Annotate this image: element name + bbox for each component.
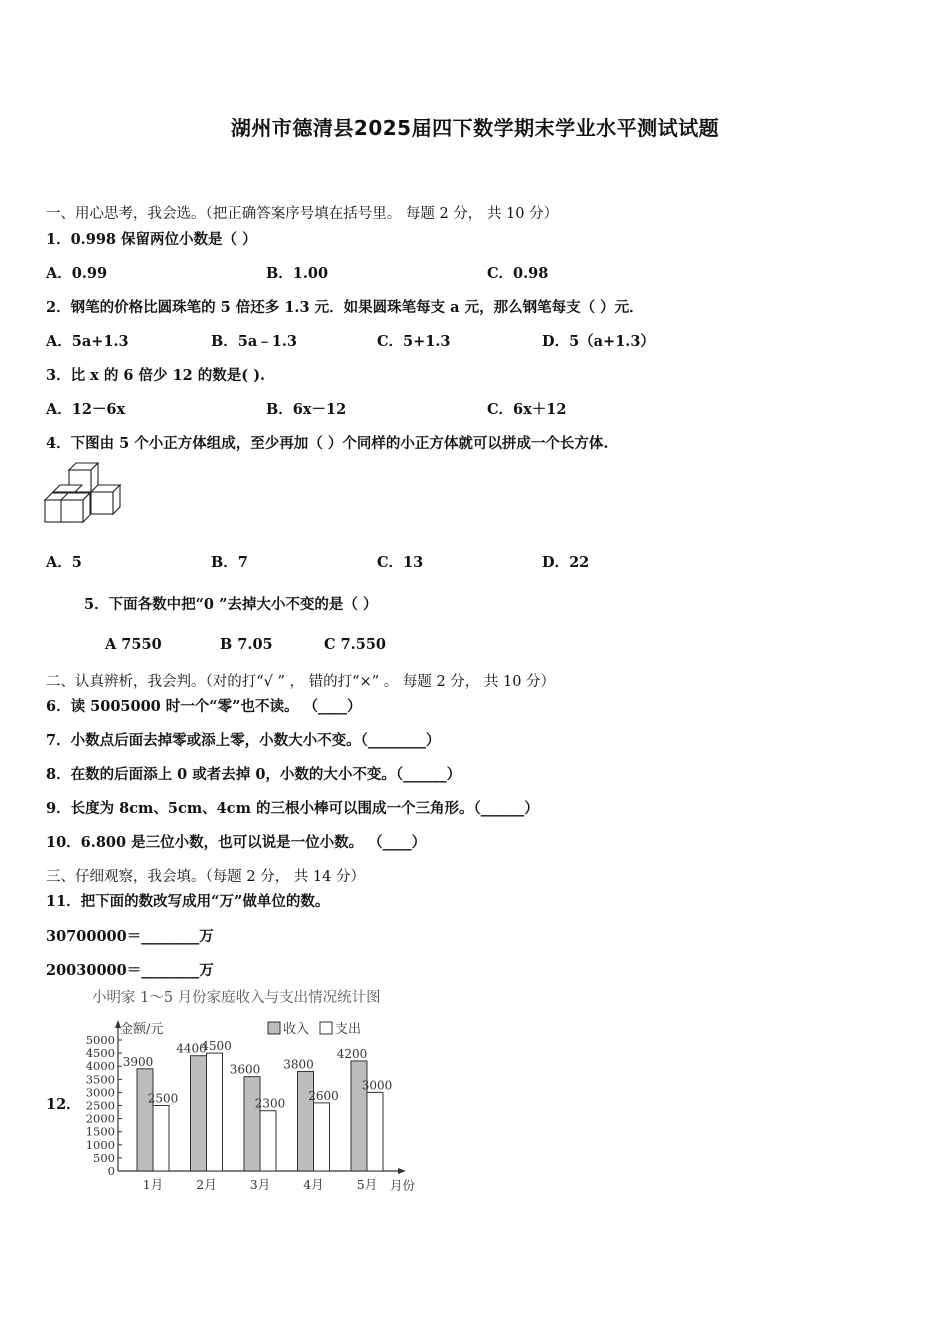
bar-value-label: 3900 bbox=[122, 1054, 154, 1069]
legend-label: 收入 bbox=[283, 1022, 310, 1037]
q5-option-c: C 7.550 bbox=[324, 636, 386, 653]
bar-value-label: 3000 bbox=[361, 1078, 393, 1093]
q4-option-c: C．13 bbox=[377, 554, 424, 571]
bar-支出 bbox=[153, 1106, 169, 1172]
section3-heading: 三、仔细观察，我会填。（每题 2 分， 共 14 分） bbox=[46, 869, 365, 885]
bar-支出 bbox=[207, 1053, 223, 1171]
q11-blank-b: 20030000＝________万 bbox=[46, 962, 214, 979]
legend-label: 支出 bbox=[335, 1022, 362, 1037]
x-tick-label: 5月 bbox=[356, 1177, 378, 1192]
bar-value-label: 3800 bbox=[283, 1057, 314, 1072]
q2-option-d: D．5（a+1.3） bbox=[542, 333, 655, 350]
q3-option-b: B．6x－12 bbox=[266, 401, 347, 418]
bar-value-label: 2300 bbox=[254, 1096, 286, 1111]
question-4: 4．下图由 5 个小正方体组成，至少再加（ ）个同样的小正方体就可以拼成一个长方体. bbox=[46, 435, 609, 452]
q4-option-a: A．5 bbox=[46, 554, 82, 571]
q2-option-c: C．5+1.3 bbox=[377, 333, 451, 350]
question-2: 2．钢笔的价格比圆珠笔的 5 倍还多 1.3 元．如果圆珠笔每支 a 元，那么钢笔每支（ ）元． bbox=[46, 299, 644, 316]
cube-front-face bbox=[61, 500, 83, 522]
q2-option-a: A．5a+1.3 bbox=[46, 333, 129, 350]
bar-收入 bbox=[137, 1069, 153, 1171]
question-8: 8．在数的后面添上 0 或者去掉 0，小数的大小不变。（______） bbox=[46, 766, 462, 783]
x-axis-arrow bbox=[398, 1168, 406, 1174]
y-tick-label: 1500 bbox=[85, 1124, 115, 1139]
x-tick-label: 4月 bbox=[303, 1177, 324, 1192]
question-12-label: 12． bbox=[46, 1096, 81, 1113]
bar-value-label: 2500 bbox=[147, 1091, 179, 1106]
chart-ylabel: 金额/元 bbox=[120, 1022, 164, 1037]
chart-title: 小明家 1～5 月份家庭收入与支出情况统计图 bbox=[92, 990, 381, 1006]
chart-xlabel: 月份 bbox=[390, 1178, 416, 1193]
question-5: 5．下面各数中把“0 ”去掉大小不变的是（ ） bbox=[84, 596, 378, 613]
section2-heading: 二、认真辨析，我会判。（对的打“√ ” ， 错的打“×” 。 每题 2 分， 共 10 分） bbox=[46, 674, 556, 690]
y-tick-label: 5000 bbox=[85, 1033, 115, 1047]
y-tick-label: 500 bbox=[93, 1150, 115, 1165]
bar-value-label: 4500 bbox=[201, 1039, 232, 1054]
q5-option-a: A 7550 bbox=[105, 636, 162, 653]
question-6: 6．读 5005000 时一个“零”也不读。 （____） bbox=[46, 698, 362, 715]
q1-option-a: A．0.99 bbox=[46, 265, 108, 282]
question-1: 1．0.998 保留两位小数是（ ） bbox=[46, 231, 257, 248]
y-tick-label: 1000 bbox=[85, 1137, 115, 1152]
cube-front-face bbox=[91, 492, 113, 514]
cubes-figure bbox=[44, 462, 124, 526]
y-tick-label: 4500 bbox=[85, 1046, 115, 1061]
bar-收入 bbox=[244, 1077, 260, 1171]
section1-heading: 一、用心思考，我会选。（把正确答案序号填在括号里。 每题 2 分， 共 10 分） bbox=[46, 206, 559, 222]
bar-value-label: 3600 bbox=[229, 1062, 261, 1077]
question-7: 7．小数点后面去掉零或添上零，小数大小不变。（________） bbox=[46, 732, 441, 749]
page-title: 湖州市德清县2025届四下数学期末学业水平测试试题 bbox=[230, 116, 720, 140]
legend-swatch bbox=[268, 1022, 280, 1034]
x-tick-label: 3月 bbox=[249, 1177, 271, 1192]
q3-option-a: A．12－6x bbox=[46, 401, 126, 418]
y-tick-label: 2500 bbox=[85, 1098, 115, 1113]
q3-option-c: C．6x＋12 bbox=[487, 401, 567, 418]
q4-option-b: B．7 bbox=[211, 554, 248, 571]
q4-option-d: D．22 bbox=[542, 554, 590, 571]
y-tick-label: 3500 bbox=[85, 1072, 115, 1087]
question-3: 3．比 x 的 6 倍少 12 的数是( ). bbox=[46, 367, 266, 384]
y-tick-label: 3000 bbox=[85, 1085, 115, 1100]
bar-value-label: 2600 bbox=[308, 1088, 339, 1103]
legend-swatch bbox=[320, 1022, 332, 1034]
bar-收入 bbox=[191, 1056, 207, 1171]
y-tick-label: 0 bbox=[107, 1164, 115, 1178]
y-tick-label: 4000 bbox=[85, 1059, 115, 1074]
bar-支出 bbox=[314, 1103, 330, 1171]
question-10: 10．6.800 是三位小数，也可以说是一位小数。 （____） bbox=[46, 834, 427, 851]
question-11: 11．把下面的数改写成用“万”做单位的数。 bbox=[46, 893, 330, 910]
q1-option-c: C．0.98 bbox=[487, 265, 549, 282]
question-9: 9．长度为 8cm、5cm、4cm 的三根小棒可以围成一个三角形。（______） bbox=[46, 800, 539, 817]
bar-value-label: 4200 bbox=[336, 1046, 368, 1061]
x-tick-label: 1月 bbox=[142, 1177, 164, 1192]
y-tick-label: 2000 bbox=[85, 1111, 115, 1126]
bar-value-label: 4400 bbox=[176, 1041, 207, 1056]
q2-option-b: B．5a﹣1.3 bbox=[211, 333, 297, 350]
q11-blank-a: 30700000＝________万 bbox=[46, 928, 214, 945]
bar-收入 bbox=[298, 1071, 314, 1171]
bar-支出 bbox=[367, 1092, 383, 1171]
income-expense-chart bbox=[64, 986, 434, 1198]
bar-支出 bbox=[260, 1111, 276, 1171]
q5-option-b: B 7.05 bbox=[220, 636, 273, 653]
q1-option-b: B．1.00 bbox=[266, 265, 329, 282]
x-tick-label: 2月 bbox=[196, 1177, 217, 1192]
